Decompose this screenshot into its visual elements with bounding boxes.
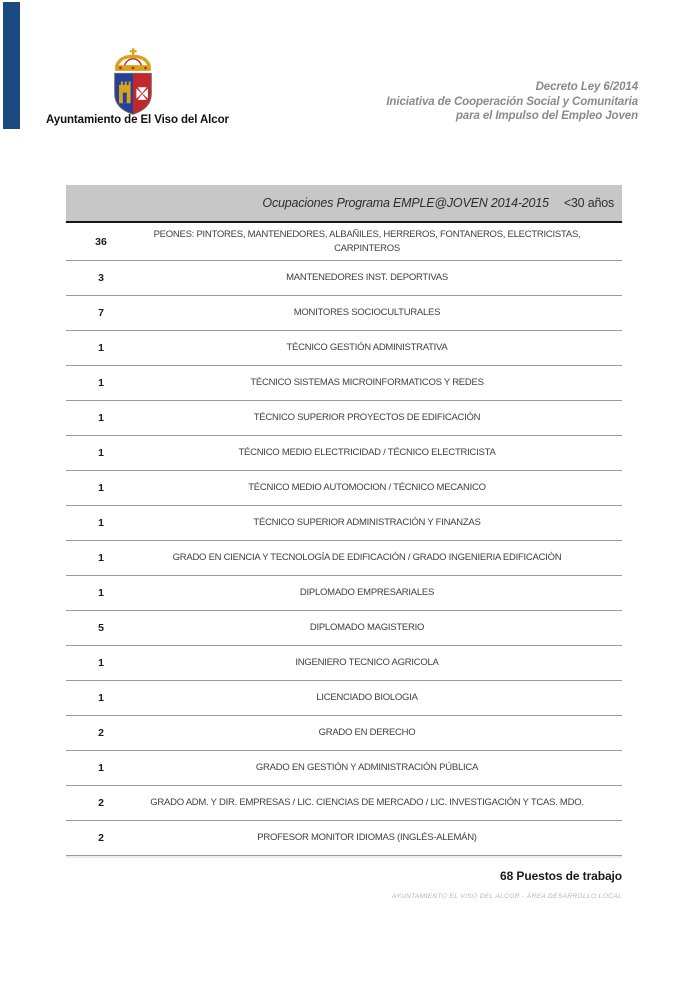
row-count: 3: [98, 272, 104, 284]
table-row: [66, 223, 622, 261]
table-header: [66, 185, 622, 223]
row-occupation: PROFESOR MONITOR IDIOMAS (INGLÉS-ALEMÁN): [257, 832, 477, 844]
table-header-age: <30 años: [563, 196, 614, 210]
row-occupation: GRADO EN CIENCIA Y TECNOLOGÍA DE EDIFICACIÓN / GRADO INGENIERIA EDIFICACIÓN: [172, 552, 562, 564]
table-row: [66, 366, 622, 401]
row-count: 36: [95, 235, 107, 248]
row-occupation: MANTENEDORES INST. DEPORTIVAS: [286, 272, 448, 284]
row-occupation: GRADO EN GESTIÓN Y ADMINISTRACIÓN PÚBLICA: [255, 762, 479, 774]
table-row: [66, 751, 622, 786]
row-occupation: LICENCIADO BIOLOGIA: [316, 692, 418, 704]
town-crest-icon: [106, 48, 160, 116]
decree-heading: [386, 80, 638, 124]
row-occupation: DIPLOMADO EMPRESARIALES: [299, 587, 435, 599]
table-row: [66, 541, 622, 576]
footer-credit: AYUNTAMIENTO EL VISO DEL ALCOR - ÁREA DESARROLLO LOCAL: [391, 893, 622, 900]
row-count: 2: [98, 832, 104, 844]
row-occupation: GRADO EN DERECHO: [318, 727, 416, 739]
table-row: [66, 611, 622, 646]
row-count: 1: [98, 482, 104, 494]
table-row: [66, 646, 622, 681]
total-jobs: 68 Puestos de trabajo: [500, 869, 622, 883]
row-count: 5: [98, 622, 104, 634]
row-occupation: TÉCNICO SUPERIOR PROYECTOS DE EDIFICACIÓN: [253, 412, 481, 424]
table-row: [66, 576, 622, 611]
table-row: [66, 261, 622, 296]
occupations-table-body: [66, 223, 622, 856]
row-count: 1: [98, 412, 104, 424]
table-row: [66, 401, 622, 436]
accent-bar: [3, 2, 20, 129]
table-row: [66, 471, 622, 506]
row-count: 1: [98, 587, 104, 599]
table-row: [66, 821, 622, 856]
row-count: 7: [98, 307, 104, 319]
row-count: 1: [98, 692, 104, 704]
row-count: 1: [98, 762, 104, 774]
row-count: 2: [98, 727, 104, 739]
occupations-table: [66, 185, 622, 856]
row-occupation: MONITORES SOCIOCULTURALES: [293, 307, 441, 319]
row-occupation: INGENIERO TECNICO AGRICOLA: [295, 657, 439, 669]
table-row: [66, 506, 622, 541]
row-occupation: TÉCNICO GESTIÓN ADMINISTRATIVA: [286, 342, 448, 354]
row-count: 1: [98, 377, 104, 389]
row-count: 2: [98, 797, 104, 809]
decree-line-1: Decreto Ley 6/2014: [535, 81, 638, 93]
table-header-title: Ocupaciones Programa EMPLE@JOVEN 2014-2015: [262, 196, 549, 210]
table-row: [66, 436, 622, 471]
row-occupation: PEONES: PINTORES, MANTENEDORES, ALBAÑILES, HERREROS, FONTANEROS, ELECTRICISTAS, CARPINTEROS: [153, 229, 581, 254]
row-count: 1: [98, 342, 104, 354]
table-row: [66, 681, 622, 716]
row-count: 1: [98, 517, 104, 529]
table-row: [66, 716, 622, 751]
org-name: Ayuntamiento de El Viso del Alcor: [46, 114, 229, 126]
row-occupation: DIPLOMADO MAGISTERIO: [309, 622, 425, 634]
row-count: 1: [98, 657, 104, 669]
table-row: [66, 786, 622, 821]
decree-line-3: para el Impulso del Empleo Joven: [455, 110, 638, 122]
row-occupation: TÉCNICO SUPERIOR ADMINISTRACIÓN Y FINANZAS: [253, 517, 481, 529]
table-row: [66, 331, 622, 366]
row-occupation: TÉCNICO SISTEMAS MICROINFORMATICOS Y REDES: [250, 377, 484, 389]
row-occupation: TÉCNICO MEDIO AUTOMOCION / TÉCNICO MECANICO: [248, 482, 486, 494]
row-count: 1: [98, 447, 104, 459]
decree-line-2: Iniciativa de Cooperación Social y Comunitaria: [386, 95, 638, 108]
row-occupation: GRADO ADM. Y DIR. EMPRESAS / LIC. CIENCIAS DE MERCADO / LIC. INVESTIGACIÓN Y TCAS. MDO.: [150, 797, 584, 809]
row-occupation: TÉCNICO MEDIO ELECTRICIDAD / TÉCNICO ELECTRICISTA: [238, 447, 496, 459]
table-row: [66, 296, 622, 331]
row-count: 1: [98, 552, 104, 564]
